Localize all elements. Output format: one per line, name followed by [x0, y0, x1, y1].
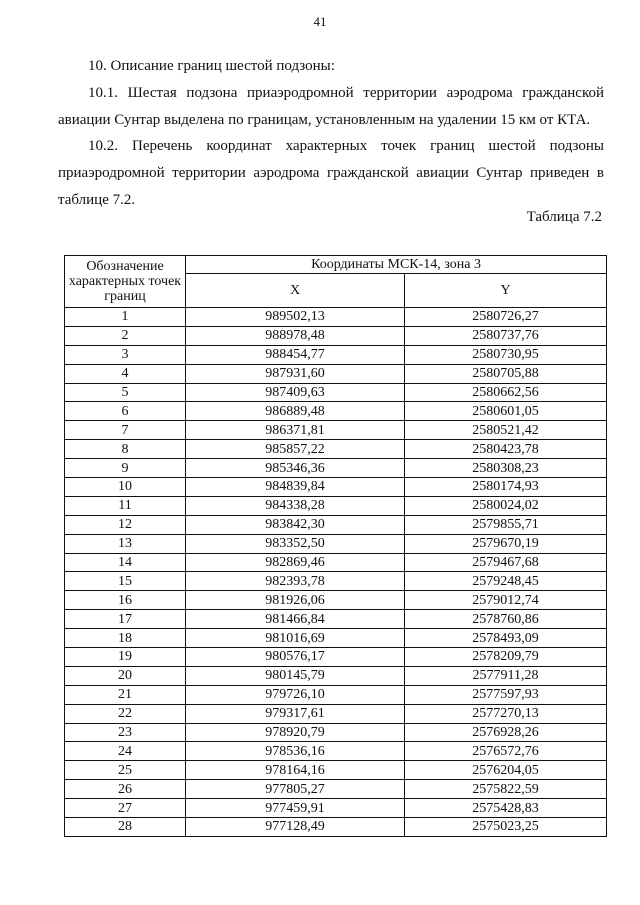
header-x: X — [186, 274, 405, 308]
paragraph-10-1-line-1: 10.1. Шестая подзона приаэродромной территории аэродрома гражданской — [88, 85, 604, 101]
x-coordinate-cell: 981016,69 — [186, 629, 405, 648]
table-row — [65, 440, 607, 459]
x-coordinate-cell: 987931,60 — [186, 364, 405, 383]
point-number-cell: 13 — [65, 534, 186, 553]
x-coordinate-cell: 983352,50 — [186, 534, 405, 553]
paragraph-10-2 — [58, 133, 604, 214]
y-coordinate-cell: 2579670,19 — [405, 534, 607, 553]
table-row — [65, 534, 607, 553]
header-point-designation: Обозначение характерных точек границ — [65, 256, 186, 308]
y-coordinate-cell: 2580601,05 — [405, 402, 607, 421]
table-row — [65, 610, 607, 629]
table-row — [65, 364, 607, 383]
table-row — [65, 572, 607, 591]
y-coordinate-cell: 2579248,45 — [405, 572, 607, 591]
x-coordinate-cell: 982869,46 — [186, 553, 405, 572]
x-coordinate-cell: 984338,28 — [186, 496, 405, 515]
y-coordinate-cell: 2575822,59 — [405, 780, 607, 799]
table-row — [65, 761, 607, 780]
point-number-cell: 19 — [65, 648, 186, 667]
table-row — [65, 421, 607, 440]
point-number-cell: 18 — [65, 629, 186, 648]
point-number-cell: 5 — [65, 383, 186, 402]
y-coordinate-cell: 2580726,27 — [405, 308, 607, 327]
table-row — [65, 629, 607, 648]
table-row — [65, 685, 607, 704]
coordinates-table — [64, 255, 607, 837]
table-row — [65, 780, 607, 799]
x-coordinate-cell: 982393,78 — [186, 572, 405, 591]
x-coordinate-cell: 985346,36 — [186, 459, 405, 478]
x-coordinate-cell: 986371,81 — [186, 421, 405, 440]
table-caption: Таблица 7.2 — [526, 209, 602, 225]
y-coordinate-cell: 2580730,95 — [405, 345, 607, 364]
table-row — [65, 818, 607, 837]
y-coordinate-cell: 2577911,28 — [405, 666, 607, 685]
table-row — [65, 345, 607, 364]
point-number-cell: 15 — [65, 572, 186, 591]
x-coordinate-cell: 980576,17 — [186, 648, 405, 667]
point-number-cell: 7 — [65, 421, 186, 440]
table-row — [65, 723, 607, 742]
x-coordinate-cell: 981926,06 — [186, 591, 405, 610]
point-number-cell: 14 — [65, 553, 186, 572]
y-coordinate-cell: 2577270,13 — [405, 704, 607, 723]
point-number-cell: 1 — [65, 308, 186, 327]
page-number: 41 — [313, 14, 327, 29]
y-coordinate-cell: 2576928,26 — [405, 723, 607, 742]
y-coordinate-cell: 2578760,86 — [405, 610, 607, 629]
point-number-cell: 22 — [65, 704, 186, 723]
point-number-cell: 21 — [65, 685, 186, 704]
point-number-cell: 24 — [65, 742, 186, 761]
table-row — [65, 591, 607, 610]
point-number-cell: 27 — [65, 799, 186, 818]
section-heading: 10. Описание границ шестой подзоны: — [88, 58, 335, 74]
x-coordinate-cell: 979317,61 — [186, 704, 405, 723]
x-coordinate-cell: 977459,91 — [186, 799, 405, 818]
x-coordinate-cell: 979726,10 — [186, 685, 405, 704]
table-row — [65, 666, 607, 685]
table-row — [65, 402, 607, 421]
y-coordinate-cell: 2580705,88 — [405, 364, 607, 383]
x-coordinate-cell: 983842,30 — [186, 515, 405, 534]
paragraph-10-1 — [58, 80, 604, 134]
table-row — [65, 648, 607, 667]
table-row — [65, 496, 607, 515]
table-row — [65, 478, 607, 497]
point-number-cell: 3 — [65, 345, 186, 364]
x-coordinate-cell: 988978,48 — [186, 326, 405, 345]
x-coordinate-cell: 977128,49 — [186, 818, 405, 837]
point-number-cell: 2 — [65, 326, 186, 345]
y-coordinate-cell: 2576204,05 — [405, 761, 607, 780]
table-row — [65, 742, 607, 761]
y-coordinate-cell: 2580521,42 — [405, 421, 607, 440]
point-number-cell: 17 — [65, 610, 186, 629]
y-coordinate-cell: 2580662,56 — [405, 383, 607, 402]
point-number-cell: 10 — [65, 478, 186, 497]
x-coordinate-cell: 978164,16 — [186, 761, 405, 780]
point-number-cell: 11 — [65, 496, 186, 515]
table-row — [65, 553, 607, 572]
paragraph-10-2-line-1: 10.2. Перечень координат характерных точек границ шестой подзоны — [88, 138, 604, 154]
point-number-cell: 12 — [65, 515, 186, 534]
table-row — [65, 308, 607, 327]
y-coordinate-cell: 2580174,93 — [405, 478, 607, 497]
y-coordinate-cell: 2580423,78 — [405, 440, 607, 459]
y-coordinate-cell: 2580737,76 — [405, 326, 607, 345]
table-row — [65, 799, 607, 818]
x-coordinate-cell: 989502,13 — [186, 308, 405, 327]
y-coordinate-cell: 2579012,74 — [405, 591, 607, 610]
header-coordinate-system: Координаты МСК-14, зона 3 — [186, 256, 607, 274]
x-coordinate-cell: 977805,27 — [186, 780, 405, 799]
y-coordinate-cell: 2578493,09 — [405, 629, 607, 648]
point-number-cell: 26 — [65, 780, 186, 799]
point-number-cell: 6 — [65, 402, 186, 421]
y-coordinate-cell: 2580024,02 — [405, 496, 607, 515]
x-coordinate-cell: 987409,63 — [186, 383, 405, 402]
point-number-cell: 23 — [65, 723, 186, 742]
point-number-cell: 28 — [65, 818, 186, 837]
x-coordinate-cell: 984839,84 — [186, 478, 405, 497]
x-coordinate-cell: 981466,84 — [186, 610, 405, 629]
table-row — [65, 459, 607, 478]
x-coordinate-cell: 978920,79 — [186, 723, 405, 742]
point-number-cell: 16 — [65, 591, 186, 610]
point-number-cell: 8 — [65, 440, 186, 459]
x-coordinate-cell: 985857,22 — [186, 440, 405, 459]
table-body — [65, 308, 607, 837]
y-coordinate-cell: 2580308,23 — [405, 459, 607, 478]
table-row — [65, 383, 607, 402]
point-number-cell: 25 — [65, 761, 186, 780]
point-number-cell: 9 — [65, 459, 186, 478]
x-coordinate-cell: 978536,16 — [186, 742, 405, 761]
y-coordinate-cell: 2575023,25 — [405, 818, 607, 837]
y-coordinate-cell: 2576572,76 — [405, 742, 607, 761]
table-row — [65, 704, 607, 723]
x-coordinate-cell: 986889,48 — [186, 402, 405, 421]
table-row — [65, 515, 607, 534]
paragraph-10-2-line-2: приаэродромной территории аэродрома гражданской авиации Сунтар приведен в — [58, 165, 604, 181]
point-number-cell: 20 — [65, 666, 186, 685]
y-coordinate-cell: 2575428,83 — [405, 799, 607, 818]
x-coordinate-cell: 988454,77 — [186, 345, 405, 364]
y-coordinate-cell: 2578209,79 — [405, 648, 607, 667]
y-coordinate-cell: 2579855,71 — [405, 515, 607, 534]
x-coordinate-cell: 980145,79 — [186, 666, 405, 685]
paragraph-10-1-line-2: авиации Сунтар выделена по границам, установленным на удалении 15 км от КТА. — [58, 112, 591, 128]
point-number-cell: 4 — [65, 364, 186, 383]
y-coordinate-cell: 2579467,68 — [405, 553, 607, 572]
paragraph-10-2-line-3: таблице 7.2. — [58, 192, 136, 208]
table-row — [65, 326, 607, 345]
y-coordinate-cell: 2577597,93 — [405, 685, 607, 704]
header-y: Y — [405, 274, 607, 308]
